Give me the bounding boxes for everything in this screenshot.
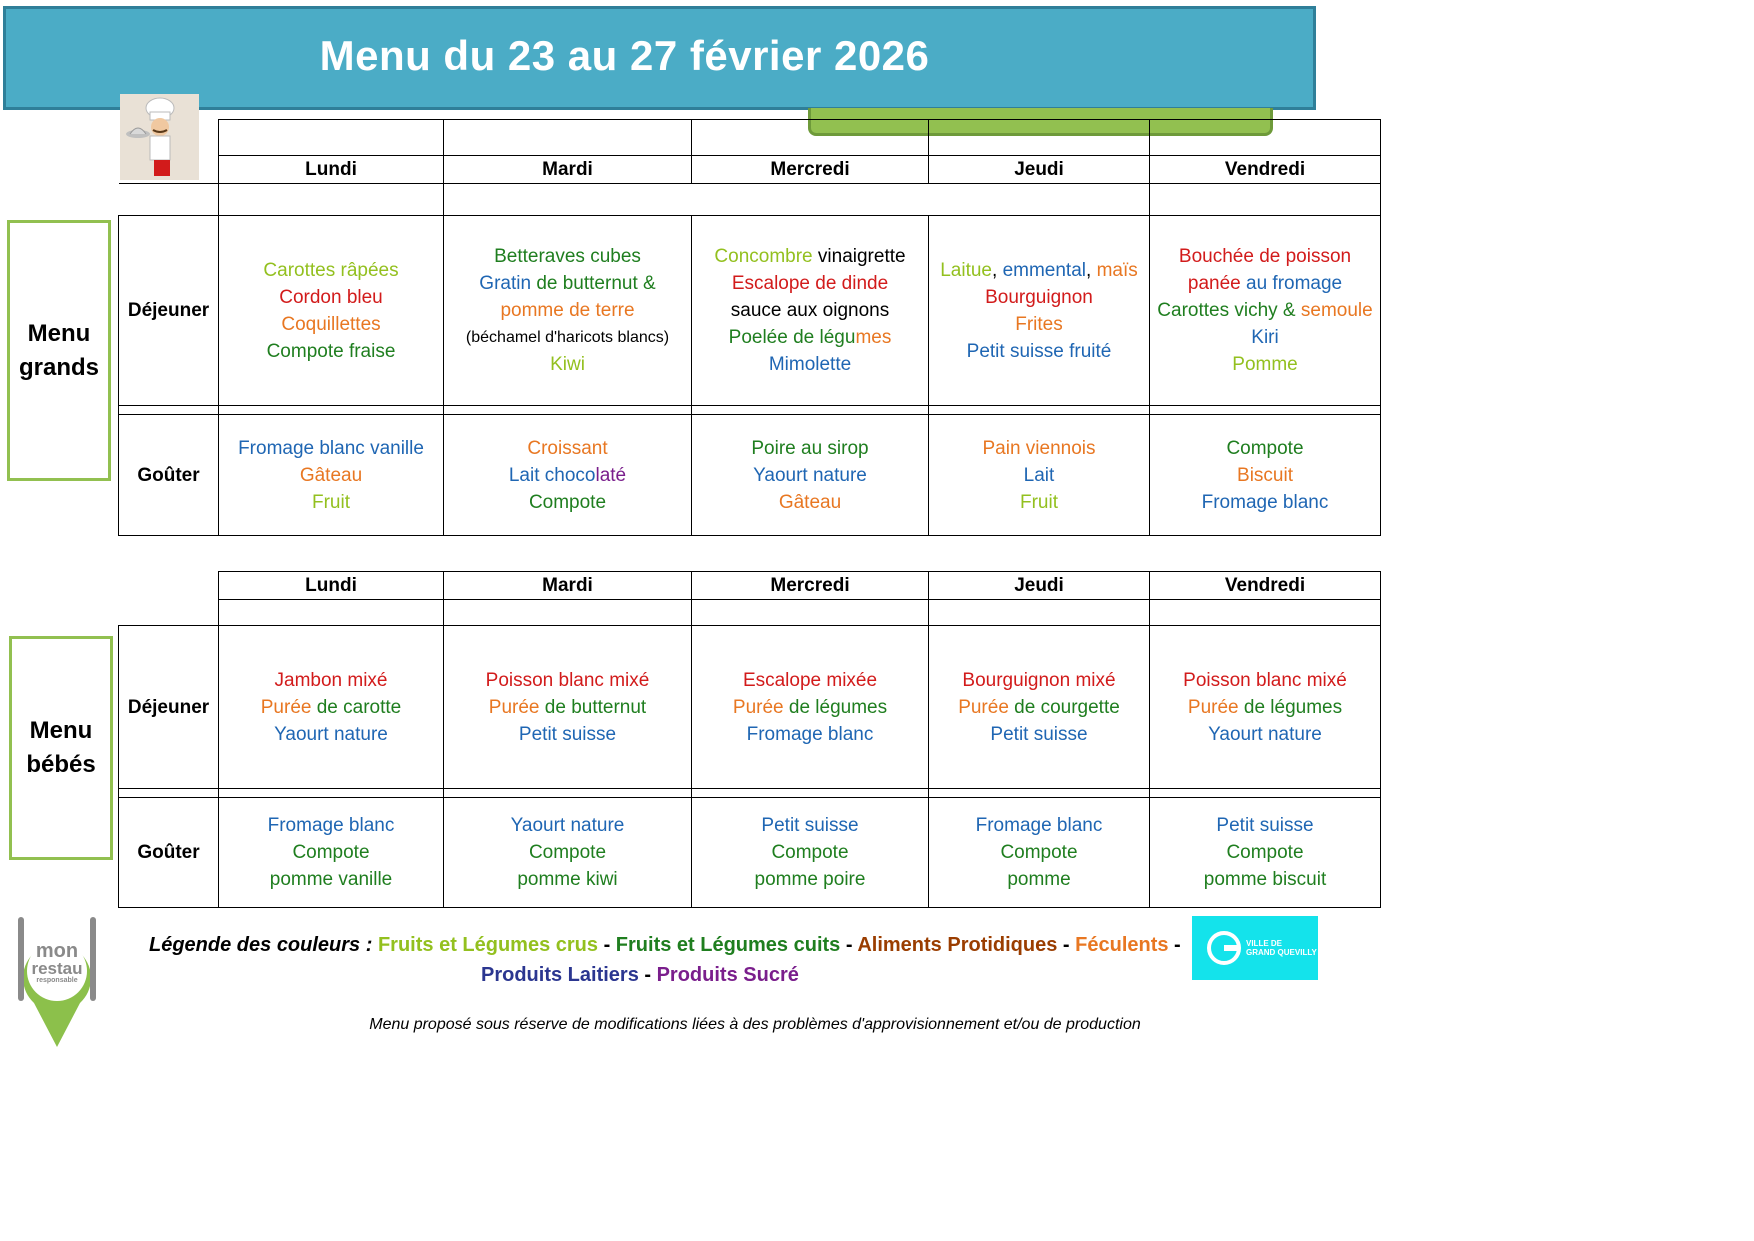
logo-left-line3: responsable bbox=[36, 977, 78, 984]
menu-item: sauce aux oignons bbox=[730, 300, 890, 321]
legend-dairy: Produits Laitiers bbox=[481, 964, 639, 986]
menu-item: Kiri bbox=[1251, 327, 1279, 348]
row-label-dejeuner: Déjeuner bbox=[119, 216, 219, 406]
menu-item: Pomme bbox=[1232, 354, 1298, 375]
menu-item: Compote bbox=[528, 491, 607, 513]
menu-item-part: vinaigrette bbox=[817, 246, 906, 267]
snack-cell-mercredi bbox=[692, 415, 929, 536]
menu-item: Coquillettes bbox=[281, 313, 381, 335]
menu-item bbox=[929, 257, 1149, 284]
menu-item: pomme poire bbox=[754, 869, 866, 890]
menu-item: Yaourt nature bbox=[1208, 723, 1322, 745]
menu-item: Bouchée de poisson bbox=[1178, 246, 1352, 267]
menu-item: Petit suisse bbox=[990, 723, 1088, 745]
logo-left-line1: mon bbox=[35, 940, 79, 962]
day-header-jeudi: Jeudi bbox=[929, 572, 1150, 600]
grand-quevilly-logo bbox=[1192, 916, 1318, 980]
menu-item bbox=[692, 694, 928, 721]
row-label-gouter: Goûter bbox=[119, 798, 219, 908]
color-legend bbox=[149, 930, 1189, 990]
separator-cell bbox=[219, 789, 444, 798]
menu-item: Poisson blanc mixé bbox=[1183, 669, 1347, 691]
spacer-cell bbox=[219, 600, 444, 626]
day-header-mardi: Mardi bbox=[444, 572, 692, 600]
menu-grands-label-box bbox=[7, 220, 111, 481]
menu-item: Gâteau bbox=[299, 464, 363, 486]
snack-cell-jeudi bbox=[929, 798, 1150, 908]
separator-cell bbox=[119, 789, 219, 798]
menu-bebes-label-line1: Menu bbox=[29, 717, 93, 744]
menu-item-part: maïs bbox=[1096, 259, 1138, 281]
menu-item bbox=[219, 694, 443, 721]
separator-cell bbox=[1150, 406, 1381, 415]
snack-cell-jeudi bbox=[929, 415, 1150, 536]
menu-item: Fromage blanc bbox=[975, 815, 1103, 836]
empty-cell bbox=[119, 600, 219, 626]
separator-cell bbox=[119, 406, 219, 415]
menu-item: Compote bbox=[771, 842, 849, 863]
legend-dash: - bbox=[598, 934, 616, 956]
menu-item: Gâteau bbox=[778, 491, 842, 513]
spacer-cell bbox=[444, 184, 1150, 216]
meal-cell-mercredi bbox=[692, 216, 929, 406]
menu-item: Fruit bbox=[1020, 491, 1058, 513]
menu-item: Poisson blanc mixé bbox=[485, 669, 650, 691]
menu-item: Biscuit bbox=[1237, 464, 1293, 486]
menu-item: pomme vanille bbox=[269, 869, 393, 890]
empty-cell bbox=[119, 184, 219, 216]
menu-item: Compote bbox=[1000, 842, 1078, 863]
meal-cell-vendredi bbox=[1150, 216, 1381, 406]
meal-cell-mardi bbox=[444, 626, 692, 789]
menu-item-part: de légumes bbox=[783, 696, 888, 718]
logo-left-line2: restau bbox=[31, 959, 83, 978]
snack-cell-lundi bbox=[219, 798, 444, 908]
menu-item: Betteraves cubes bbox=[494, 246, 641, 267]
separator-cell bbox=[444, 789, 692, 798]
day-header-mardi: Mardi bbox=[444, 156, 692, 184]
menu-item bbox=[444, 694, 691, 721]
menu-item: Poire au sirop bbox=[751, 437, 869, 459]
menu-item bbox=[1150, 270, 1380, 297]
menu-item: Escalope mixée bbox=[742, 669, 878, 691]
menu-item: Jambon mixé bbox=[274, 669, 388, 691]
menu-item-part: Purée bbox=[488, 696, 540, 718]
menu-item-part: Lait choco bbox=[508, 464, 596, 486]
menu-item-part: panée bbox=[1187, 273, 1241, 294]
menu-item: Pain viennois bbox=[982, 437, 1096, 459]
menu-bebes-label-line2: bébés bbox=[26, 751, 96, 778]
menu-item: Fruit bbox=[312, 491, 350, 513]
meal-cell-mercredi bbox=[692, 626, 929, 789]
menu-item: Compote bbox=[1226, 437, 1304, 459]
menu-item-part: emmental bbox=[1002, 259, 1086, 281]
legend-raw: Fruits et Légumes crus bbox=[377, 934, 599, 956]
menu-item: Compote bbox=[1226, 842, 1304, 863]
legend-dash: - bbox=[1057, 934, 1076, 956]
menu-item-part: Purée bbox=[260, 696, 312, 718]
menu-item: Croissant bbox=[527, 437, 608, 459]
menu-item-part: laté bbox=[595, 464, 627, 486]
legend-cooked: Fruits et Légumes cuits bbox=[615, 934, 841, 956]
meal-cell-lundi bbox=[219, 626, 444, 789]
row-label-gouter: Goûter bbox=[119, 415, 219, 536]
menu-item: Escalope de dinde bbox=[731, 273, 889, 294]
snack-cell-mardi bbox=[444, 415, 692, 536]
menu-item-part: Purée bbox=[1187, 696, 1239, 718]
separator-cell bbox=[929, 406, 1150, 415]
menu-item-part: de butternut & bbox=[536, 273, 656, 294]
header-empty-cell bbox=[1150, 120, 1381, 156]
spacer-cell bbox=[929, 600, 1150, 626]
menu-item-part: , bbox=[992, 259, 1003, 281]
menu-item: Fromage blanc vanille bbox=[238, 437, 424, 459]
footer-note: Menu proposé sous réserve de modifications liées à des problèmes d'approvisionnement et/ou de production bbox=[369, 1016, 1141, 1033]
day-header-jeudi: Jeudi bbox=[929, 156, 1150, 184]
menu-item: pomme de terre bbox=[500, 300, 635, 321]
menu-item: pomme kiwi bbox=[517, 869, 618, 890]
spacer-cell bbox=[1150, 600, 1381, 626]
legend-dash: - bbox=[638, 964, 657, 986]
menu-item: Compote bbox=[292, 842, 370, 863]
separator-cell bbox=[444, 406, 692, 415]
grand-quevilly-emblem-icon bbox=[1204, 928, 1244, 968]
logo-right-line2: GRAND QUEVILLY bbox=[1246, 948, 1317, 957]
menu-item bbox=[692, 324, 928, 351]
spacer-cell bbox=[1150, 184, 1381, 216]
menu-item-part: mes bbox=[855, 327, 892, 348]
menu-grands-table bbox=[118, 119, 1381, 536]
menu-item-part: Gratin bbox=[479, 273, 532, 294]
spacer-cell bbox=[219, 184, 444, 216]
legend-sweet: Produits Sucré bbox=[656, 964, 799, 986]
menu-item: Bourguignon bbox=[985, 286, 1093, 308]
menu-item: pomme biscuit bbox=[1203, 869, 1327, 890]
legend-starch: Féculents bbox=[1075, 934, 1169, 956]
header-empty-cell bbox=[929, 120, 1150, 156]
header-empty-cell bbox=[219, 120, 444, 156]
separator-cell bbox=[692, 406, 929, 415]
menu-item: Carottes râpées bbox=[263, 259, 399, 281]
menu-item bbox=[929, 694, 1149, 721]
menu-item: Kiwi bbox=[550, 354, 585, 375]
menu-item: Frites bbox=[1015, 313, 1063, 335]
day-header-lundi: Lundi bbox=[219, 572, 444, 600]
menu-item-part: Poelée de légu bbox=[728, 327, 856, 348]
menu-item: Mimolette bbox=[768, 354, 852, 375]
menu-item: Petit suisse fruité bbox=[966, 340, 1112, 362]
menu-item: Petit suisse bbox=[1216, 815, 1314, 836]
menu-item: Fromage blanc bbox=[1201, 491, 1329, 513]
menu-item: Compote bbox=[528, 842, 607, 863]
menu-item: Cordon bleu bbox=[279, 286, 383, 308]
snack-cell-vendredi bbox=[1150, 798, 1381, 908]
menu-item bbox=[444, 462, 691, 489]
title-banner bbox=[3, 6, 1316, 110]
row-label-dejeuner: Déjeuner bbox=[119, 626, 219, 789]
menu-item: Yaourt nature bbox=[274, 723, 388, 745]
spacer-cell bbox=[444, 600, 692, 626]
menu-item-part: Carottes vichy & bbox=[1157, 300, 1301, 321]
meal-cell-vendredi bbox=[1150, 626, 1381, 789]
meal-cell-lundi bbox=[219, 216, 444, 406]
snack-cell-lundi bbox=[219, 415, 444, 536]
meal-cell-jeudi bbox=[929, 626, 1150, 789]
menu-item: Fromage blanc bbox=[267, 815, 395, 836]
menu-item-part: de carotte bbox=[311, 696, 402, 718]
menu-item-part: de courgette bbox=[1008, 696, 1120, 718]
menu-grands-label-line1: Menu bbox=[27, 319, 91, 347]
menu-grands-label-line2: grands bbox=[18, 353, 99, 381]
day-header-lundi: Lundi bbox=[219, 156, 444, 184]
menu-item-part: de légumes bbox=[1238, 696, 1343, 718]
menu-item-part: Purée bbox=[958, 696, 1009, 718]
menu-item-part: Purée bbox=[732, 696, 784, 718]
menu-item: Bourguignon mixé bbox=[962, 669, 1116, 691]
menu-bebes-table bbox=[118, 571, 1381, 908]
menu-item bbox=[692, 243, 928, 270]
empty-cell bbox=[119, 156, 219, 184]
menu-item: Fromage blanc bbox=[746, 723, 874, 745]
menu-item-part: Concombre bbox=[714, 246, 813, 267]
day-header-mercredi: Mercredi bbox=[692, 156, 929, 184]
menu-item-part: au fromage bbox=[1246, 273, 1343, 294]
separator-cell bbox=[1150, 789, 1381, 798]
legend-prefix: Légende des couleurs : bbox=[149, 934, 373, 956]
logo-right-line1: VILLE DE bbox=[1246, 939, 1283, 948]
legend-dash: - bbox=[840, 934, 858, 956]
empty-cell bbox=[119, 120, 219, 156]
snack-cell-vendredi bbox=[1150, 415, 1381, 536]
menu-item: Compote fraise bbox=[266, 340, 396, 362]
separator-cell bbox=[692, 789, 929, 798]
page-title: Menu du 23 au 27 février 2026 bbox=[319, 32, 930, 79]
empty-cell bbox=[119, 572, 219, 600]
menu-item: Petit suisse bbox=[761, 815, 859, 836]
snack-cell-mercredi bbox=[692, 798, 929, 908]
menu-item: Yaourt nature bbox=[753, 464, 867, 486]
meal-cell-mardi bbox=[444, 216, 692, 406]
day-header-vendredi: Vendredi bbox=[1150, 572, 1381, 600]
menu-item: pomme bbox=[1007, 869, 1071, 890]
legend-protein: Aliments Protidiques bbox=[857, 934, 1058, 956]
day-header-mercredi: Mercredi bbox=[692, 572, 929, 600]
spacer-cell bbox=[692, 600, 929, 626]
menu-item: Yaourt nature bbox=[510, 815, 625, 836]
menu-item: Lait bbox=[1023, 464, 1055, 486]
meal-cell-jeudi bbox=[929, 216, 1150, 406]
menu-item bbox=[444, 270, 691, 297]
snack-cell-mardi bbox=[444, 798, 692, 908]
menu-item-part: de butternut bbox=[539, 696, 647, 718]
legend-dash: - bbox=[1168, 934, 1181, 956]
header-empty-cell bbox=[692, 120, 929, 156]
menu-bebes-label-box bbox=[9, 636, 113, 860]
menu-item bbox=[1150, 297, 1380, 324]
menu-item: Petit suisse bbox=[518, 723, 617, 745]
menu-item-part: , bbox=[1086, 259, 1097, 281]
menu-item-part: semoule bbox=[1300, 300, 1373, 321]
menu-item: (béchamel d'haricots blancs) bbox=[465, 329, 670, 346]
separator-cell bbox=[219, 406, 444, 415]
menu-item bbox=[1150, 694, 1380, 721]
day-header-vendredi: Vendredi bbox=[1150, 156, 1381, 184]
menu-item-part: Laitue bbox=[940, 259, 993, 281]
separator-cell bbox=[929, 789, 1150, 798]
header-empty-cell bbox=[444, 120, 692, 156]
